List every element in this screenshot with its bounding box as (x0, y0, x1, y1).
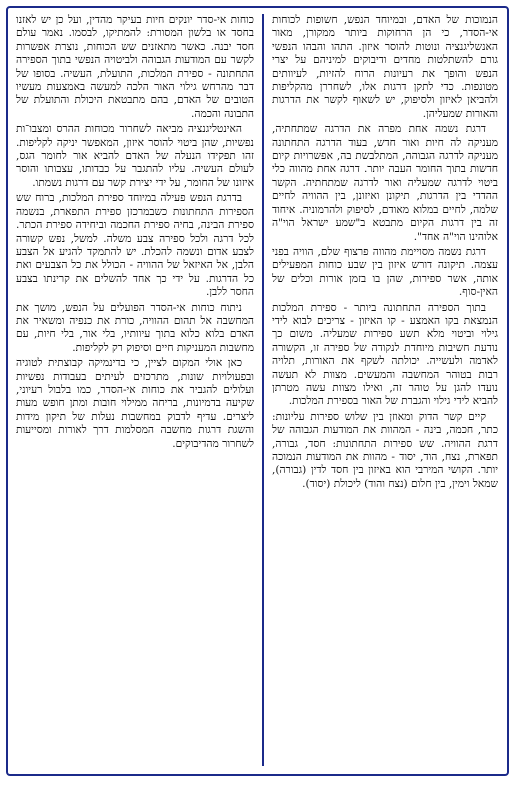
column-divider (262, 14, 264, 766)
paragraph: דרגת נשמה אחת מפרה את הדרגה שמתחתיה, מעניקה לה חיות ואור חדש, בעוד הדרגה התחתונה מעניקה לדרגה הגבוהה, המתלבשת בה, אפשרויות קיום חדשות בתוך החומר העבה יותר. דרגה אחת מהווה כלי ביטוי לדרגה שמעליה ואור לדרגה שמתחתיה. הקשר ההדדי בין הדרגות, תיקונן ואיזונן, בין ההוויה לחיים שלמה, לחיים במלוא מאודם, לסיפוק ולהרמוניה. איחוד זה בין דרגות הקיום מתבטא ב"שמע ישראל הוי"ה אלוהינו הוי"ה אחד". (272, 123, 498, 243)
paragraph: כאן אולי המקום לציין, כי בדינמיקה קבוצתית לטוגיה ובפעולויות שונות, מתרכזים לעיתים בעבודות נפשיות ועלולים להגביר את כוחות אי-הסדר, כמו בלבול רעיוני, שקיעה בדמיונות, בריחה ממילוי חובות ומתן חופש מעות ליצרים. עדיף לדבוק במחשבות נעלות של תיקון מידות והשגת דרגות מחשבה המסלמות דרך לאורות ומסייעות לשחרור מהדיבוקים. (16, 357, 254, 450)
right-column (272, 14, 498, 766)
paragraph: דרגת נשמה מסויימת מהווה פרצוף שלם, הוויה בפני עצמה. תיקונה דורש איזון בין שבע כוחות המפעילים אותה, אשר ספירות, שהן בו בזמן אורות וכלים של האין-סוף. (272, 245, 498, 299)
paragraph: קיים קשר הדוק ומאוזן בין שלוש ספירות עליונות: כתר, חכמה, בינה - המהוות את המודעות הגבוהה של דרגת ההוויה. שש ספירות התחתונות: חסד, גבורה, תפארת, נצח, הוד, יסוד - מהוות את המודעות הנמוכה יותר. הקושי המירבי הוא באיזון בין חסד לדין (גבורה), שמאל וימין, בין חלום (נצח והוד) ליכולת (יסוד). (272, 410, 498, 490)
paragraph: בדרגת הנפש פעילה במיוחד ספירת המלכות, ברוח שש הספירות התחתונות כשבמרכזן ספירת התפארת, בנשמה ספירת הבינה, בחיה ספירת החכמה וביחידה ספירת הכתר. לכל דרגה ולכל ספירה צבע משלה. למשל, נפש קשורה לצבע אדום ונשמה להכלת. יש להתמקד להגיע אל הצבע הלבן, אל האיזאל של ההוויה - הכולל את כל הצבעים ואת כל הדרגות. על ידי כך אחד להשלים את קרינתו בצבע החסר ללבן. (16, 192, 254, 299)
paragraph: כוחות אי-סדר יונקים חיות בעיקר מהדין, ועל כן יש לאזנו בחסד או בלשון המסורת: להמתיקו, לבסמו. נאמר עולם חסד יבנה. כאשר מתאזנים שש הכוחות, נוצרת אפשרות לקשר עם המודעות הגבוהה ולביטויה הנפשי בתוך הספירה התחתונה - ספירת המלכות, התועלת, העשיה. בסופו של דבר מהרחש גילוי האור הלכה למעשה באמצעות מעשיו הטובים של האדם, בהם מתבטאת היכולת והתועלת של התבונה והכמה. (16, 14, 254, 120)
paragraph: בתוך הספירה התחתונה ביותר - ספירת המלכות הנמצאת בקו האמצע - קו האיזון - צריכים לבוא לידי גילוי וביטוי מלא תשע ספירות שמעליה. משום כך נודעת חשיבות מיוחדת לנקודה של ספירה זו, הקשורה לאדמה ולעשייה. יכולתה לשקף את האורות, תלויה רבות בטוהר המחשבה והמעשים. מצוות לא תעשה נועדו להגן על טוהר זה, ואילו מצוות עשה מטרתן להביא לידי גילוי והגברת של האור בספירת המלכות. (272, 301, 498, 408)
paragraph: הנמוכות של האדם, ובמיוחד הנפש, חשופות לכוחות אי-הסדר, כי הן הרחוקות ביותר ממקורן, מאור האנשליגנציה ונוטות להוסר איזון. התהו והבהו הנפשי גורם להשתלטות מחדים ודיבוקים למיניהם על יצרי הנפש והופך את רעיונות הרוח להזיות, לעיוותים מטונפות. כדי לתקן דרגות אלו, לשחררן מהקליפות ולהביאן לאיזון ולסיפוק, יש לשאוף לקשר את הדרגות והאורות שמעליהן. (272, 14, 498, 120)
paragraph: ניתוח כוחות אי-הסדר הפועלים על הנפש, מושך את המחשבה אל תהום ההוויה, כורת את כנפיה ומשאיר את האדם בלוא כלוא בתוך עיוותיו, בלי אור, בלי חיות, עם מחשבות המעניקות חיים וסיפוק רק לקליפות. (16, 301, 254, 354)
left-column (16, 14, 254, 766)
paragraph: האינטליגנציה מביאה לשחרור מכוחות ההרס ומצבו־ות נפשיות, שהן ביטוי להוסר איזון, המאפשר יניקה לקליפות. זהו תפקידו הנעלה של האדם להביא אור לחומר הגס, לעולם העשיה. עליו להתגבר על כבדותו, עצבותו והוסר איזונו של החומר, על ידי יצירת קשר עם דרגות נשמתו. (16, 123, 254, 189)
